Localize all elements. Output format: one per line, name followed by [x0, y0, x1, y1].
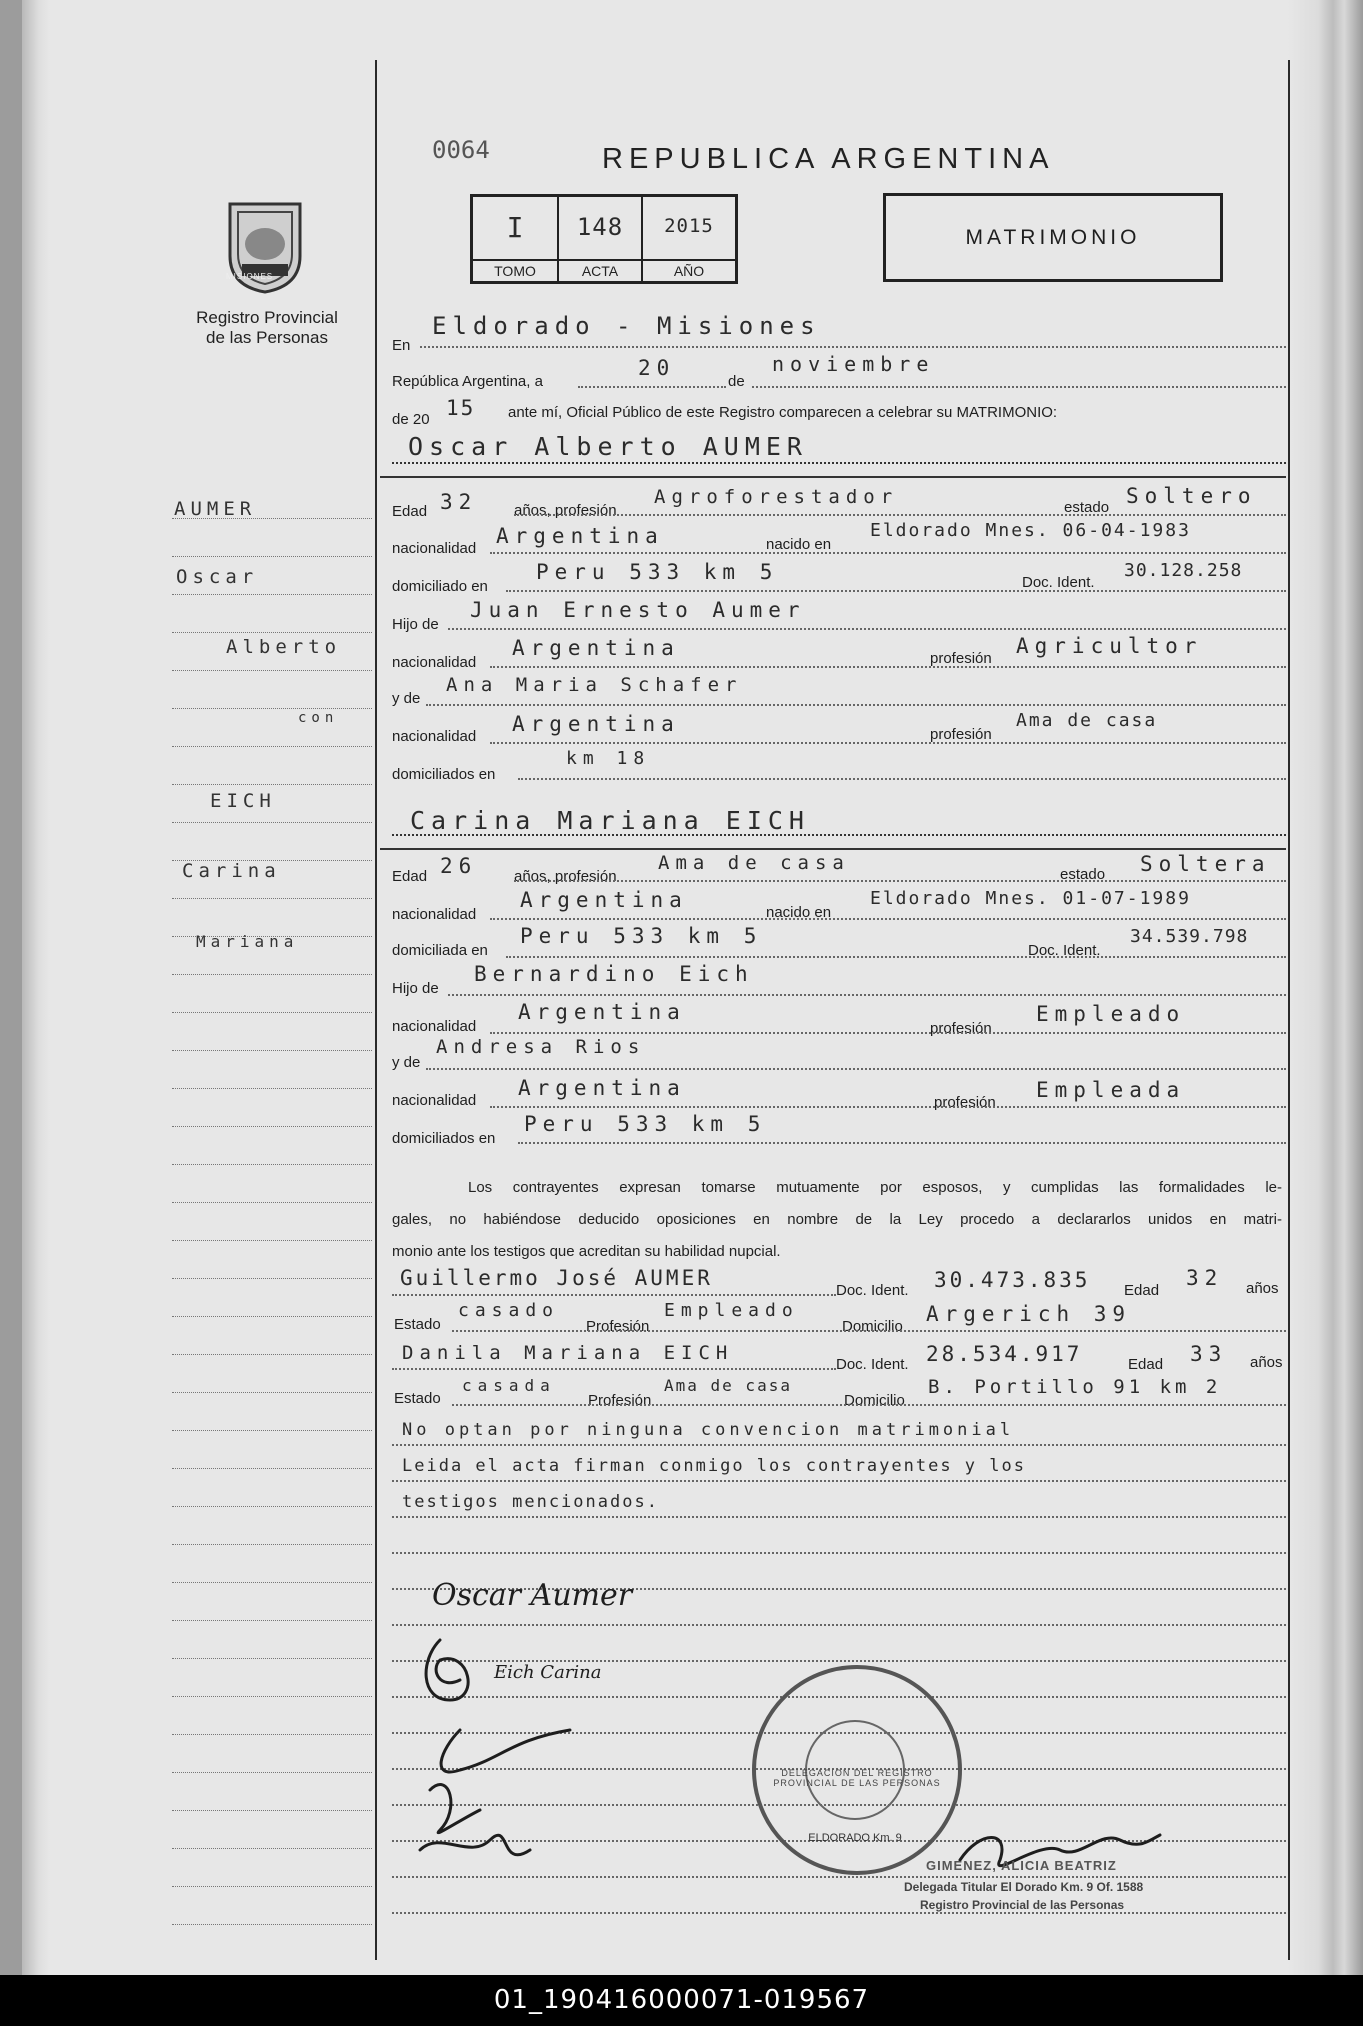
margin-rule-line [172, 1430, 372, 1431]
margin-rule-line [172, 1202, 372, 1203]
official-title: Delegada Titular El Dorado Km. 9 Of. 1588 [904, 1880, 1144, 1894]
page-edge [1288, 0, 1363, 1975]
groom-padre-nac-label: nacionalidad [392, 654, 477, 671]
groom-hijo-label: Hijo de [392, 616, 439, 633]
bride-edad: 26 [440, 854, 478, 878]
groom-estado-label: estado [1064, 499, 1110, 516]
bride-yde-label: y de [392, 1054, 421, 1071]
bride-hijo-label: Hijo de [392, 980, 439, 997]
margin-rule-line [172, 556, 372, 557]
registry-line-1: Registro Provincial [196, 308, 338, 327]
seal-label: MISIONES [226, 272, 274, 281]
groom-domicilio: Peru 533 km 5 [536, 560, 779, 584]
witness-2-prof-label: Profesión [588, 1392, 652, 1409]
bride-doc: 34.539.798 [1130, 926, 1249, 947]
groom-yde-label: y de [392, 690, 421, 707]
groom-dom-label: domiciliado en [392, 578, 488, 595]
page-sheet [22, 0, 1363, 1975]
margin-rule-line [172, 1696, 372, 1697]
margin-rule-line [172, 1848, 372, 1849]
margin-rule-line [172, 1392, 372, 1393]
bride-madre-prof: Empleada [1036, 1078, 1186, 1102]
stamp-center-text: ELDORADO Km. 9 [808, 1832, 902, 1844]
day-value: 20 [638, 356, 676, 380]
margin-rule-line [172, 1278, 372, 1279]
margin-given-3: Carina [182, 860, 281, 882]
groom-doc: 30.128.258 [1124, 560, 1243, 581]
month-value: noviembre [772, 352, 935, 376]
de20-label: de 20 [392, 411, 430, 428]
margin-rule-line [172, 1316, 372, 1317]
bride-madre: Andresa Rios [436, 1036, 646, 1058]
bride-profesion: Ama de casa [658, 852, 850, 874]
margin-rule-line [172, 1240, 372, 1241]
witness-1-doc-label: Doc. Ident. [836, 1282, 909, 1299]
margin-rule-line [172, 822, 372, 823]
margin-surname-2: EICH [210, 790, 276, 812]
acta-value: 148 [576, 213, 624, 241]
witness-2-edad-label: Edad [1128, 1356, 1164, 1373]
witness-2-doc-label: Doc. Ident. [836, 1356, 909, 1373]
groom-estado: Soltero [1126, 484, 1257, 508]
bride-nacido: Eldorado Mnes. 01-07-1989 [870, 888, 1191, 909]
margin-rule-line [172, 898, 372, 899]
signature-groom: Oscar Aumer [432, 1578, 633, 1613]
margin-rule-line [172, 594, 372, 595]
witness-2-estado: casada [462, 1376, 556, 1395]
margin-surname-1: AUMER [174, 498, 257, 520]
signature-bride: Eich Carina [494, 1662, 602, 1683]
margin-given-4: Mariana [196, 932, 299, 951]
margin-rule-line [172, 1126, 372, 1127]
bride-doc-label: Doc. Ident. [1028, 942, 1101, 959]
bride-nacido-label: nacido en [766, 904, 832, 921]
margin-rule-line [172, 1658, 372, 1659]
margin-rule-line [172, 1886, 372, 1887]
witness-1-edad: 32 [1186, 1266, 1224, 1290]
witness-1-doc: 30.473.835 [934, 1268, 1091, 1292]
bride-padre-nac-label: nacionalidad [392, 1018, 477, 1035]
witness-1-estado-label: Estado [394, 1316, 441, 1333]
witness-2-doc: 28.534.917 [926, 1342, 1083, 1366]
book-binding [22, 0, 50, 1975]
registry-line-2: de las Personas [206, 328, 328, 347]
registry-name [182, 308, 352, 348]
groom-padre-prof: Agricultor [1016, 634, 1203, 658]
groom-padres-dom-label: domiciliados en [392, 766, 496, 783]
groom-nacido: Eldorado Mnes. 06-04-1983 [870, 520, 1191, 541]
margin-rule-line [172, 632, 372, 633]
bride-padre-nac: Argentina [518, 1000, 686, 1024]
margin-given-1: Oscar [176, 566, 259, 588]
frame-left-line [375, 60, 377, 1960]
note-line-2: Leida el acta firman conmigo los contrayentes y los [402, 1456, 1026, 1476]
bride-padre-prof-label: profesión [930, 1020, 992, 1037]
margin-rule-line [172, 1050, 372, 1051]
bride-dom-label: domiciliada en [392, 942, 488, 959]
bride-edad-label: Edad [392, 868, 428, 885]
groom-madre-nac-label: nacionalidad [392, 728, 477, 745]
anio-label: AÑO [673, 263, 705, 279]
groom-edad: 32 [440, 490, 478, 514]
note-line-1: No optan por ninguna convencion matrimonial [402, 1420, 1015, 1440]
witness-1-dom: Argerich 39 [926, 1302, 1132, 1326]
margin-rule-line [172, 1734, 372, 1735]
official-registry: Registro Provincial de las Personas [920, 1898, 1125, 1912]
bride-padres-dom-label: domiciliados en [392, 1130, 496, 1147]
declaration-line-3: monio ante los testigos que acreditan su habilidad nupcial. [392, 1243, 781, 1260]
margin-rule-line [172, 1924, 372, 1925]
witness-2-dom: B. Portillo 91 km 2 [928, 1376, 1222, 1398]
groom-padre-nac: Argentina [512, 636, 680, 660]
witness-2-estado-label: Estado [394, 1390, 441, 1407]
bride-estado: Soltera [1140, 852, 1271, 876]
groom-madre: Ana Maria Schafer [446, 674, 743, 696]
tomo-label: TOMO [494, 263, 536, 279]
bride-nac-label: nacionalidad [392, 906, 477, 923]
groom-madre-nac: Argentina [512, 712, 680, 736]
groom-padre: Juan Ernesto Aumer [470, 598, 806, 622]
bride-padres-dom: Peru 533 km 5 [524, 1112, 767, 1136]
bride-padre-prof: Empleado [1036, 1002, 1186, 1026]
groom-padres-dom: km 18 [566, 748, 651, 769]
place-value: Eldorado - Misiones [432, 312, 821, 340]
margin-rule-line [172, 1810, 372, 1811]
margin-rule-line [172, 784, 372, 785]
groom-nac-label: nacionalidad [392, 540, 477, 557]
groom-nacionalidad: Argentina [496, 524, 664, 548]
country-title: REPUBLICA ARGENTINA [602, 143, 1055, 175]
declaration-line-2: gales, no habiéndose deducido oposiciones en nombre de la Ley procedo a declararlos unidos en matri- [392, 1211, 1282, 1228]
witness-1-dom-label: Domicilio [842, 1318, 903, 1335]
en-label: En [392, 337, 411, 354]
margin-rule-line [172, 1468, 372, 1469]
witness-1-anios-label: años [1246, 1280, 1279, 1297]
official-name: GIMENEZ, ALICIA BEATRIZ [926, 1858, 1117, 1873]
margin-given-2: Alberto [226, 636, 342, 658]
witness-1-prof-label: Profesión [586, 1318, 650, 1335]
record-number-table [470, 194, 738, 284]
republica-label: República Argentina, a [392, 373, 543, 390]
margin-rule-line [172, 974, 372, 975]
bride-estado-label: estado [1060, 866, 1106, 883]
witness-2-edad: 33 [1190, 1342, 1228, 1366]
bride-madre-prof-label: profesión [934, 1094, 996, 1111]
bride-domicilio: Peru 533 km 5 [520, 924, 763, 948]
margin-rule-line [172, 1620, 372, 1621]
frame-right-line [1288, 60, 1290, 1960]
witness-2-prof: Ama de casa [664, 1376, 792, 1395]
groom-full-name: Oscar Alberto AUMER [408, 432, 808, 461]
groom-nacido-label: nacido en [766, 536, 832, 553]
margin-rule-line [172, 1582, 372, 1583]
margin-rule-line [172, 1012, 372, 1013]
groom-edad-label: Edad [392, 503, 428, 520]
margin-rule-line [172, 1088, 372, 1089]
margin-rule-line [172, 1164, 372, 1165]
groom-anios-label: años, profesión [514, 502, 617, 519]
witness-1-prof: Empleado [664, 1300, 799, 1321]
bride-madre-nac: Argentina [518, 1076, 686, 1100]
note-line-3: testigos mencionados. [402, 1492, 659, 1512]
tomo-value: I [506, 211, 524, 244]
bride-padre: Bernardino Eich [474, 962, 754, 986]
groom-madre-prof: Ama de casa [1016, 710, 1158, 731]
witness-1-edad-label: Edad [1124, 1282, 1160, 1299]
bride-madre-nac-label: nacionalidad [392, 1092, 477, 1109]
margin-rule-line [172, 1544, 372, 1545]
intro-text: ante mí, Oficial Público de este Registro comparecen a celebrar su MATRIMONIO: [508, 404, 1058, 421]
footer-filename: 01_190416000071-019567 [0, 1975, 1363, 2026]
bride-nacionalidad: Argentina [520, 888, 688, 912]
year-value: 15 [446, 396, 476, 420]
witness-2-name: Danila Mariana EICH [402, 1342, 734, 1364]
declaration-text [392, 1172, 1282, 1268]
witness-1-name: Guillermo José AUMER [400, 1266, 713, 1290]
signatures-scribble-icon [400, 1620, 600, 1880]
margin-rule-line [172, 670, 372, 671]
folio-number: 0064 [432, 136, 490, 164]
bride-anios-label: años, profesión [514, 868, 617, 885]
margin-rule-line [172, 708, 372, 709]
margin-rule-line [172, 746, 372, 747]
margin-rule-line [172, 1354, 372, 1355]
groom-madre-prof-label: profesión [930, 726, 992, 743]
de-label: de [728, 373, 745, 390]
groom-profesion: Agroforestador [654, 486, 899, 508]
groom-padre-prof-label: profesión [930, 650, 992, 667]
witness-2-anios-label: años [1250, 1354, 1283, 1371]
acta-label: ACTA [581, 263, 619, 279]
declaration-line-1: Los contrayentes expresan tomarse mutuamente por esposos, y cumplidas las formalidades le- [468, 1179, 1282, 1196]
bride-full-name: Carina Mariana EICH [410, 806, 810, 835]
margin-rule-line [172, 1772, 372, 1773]
margin-con: con [298, 710, 339, 726]
anio-value: 2015 [664, 215, 714, 237]
margin-rule-line [172, 1506, 372, 1507]
document-type-box: MATRIMONIO [883, 193, 1223, 282]
witness-1-estado: casado [458, 1300, 560, 1321]
groom-doc-label: Doc. Ident. [1022, 574, 1095, 591]
witness-2-dom-label: Domicilio [844, 1392, 905, 1409]
stamp-ring-text: DELEGACION DEL REGISTRO PROVINCIAL DE LAS PERSONAS [773, 1768, 941, 1788]
